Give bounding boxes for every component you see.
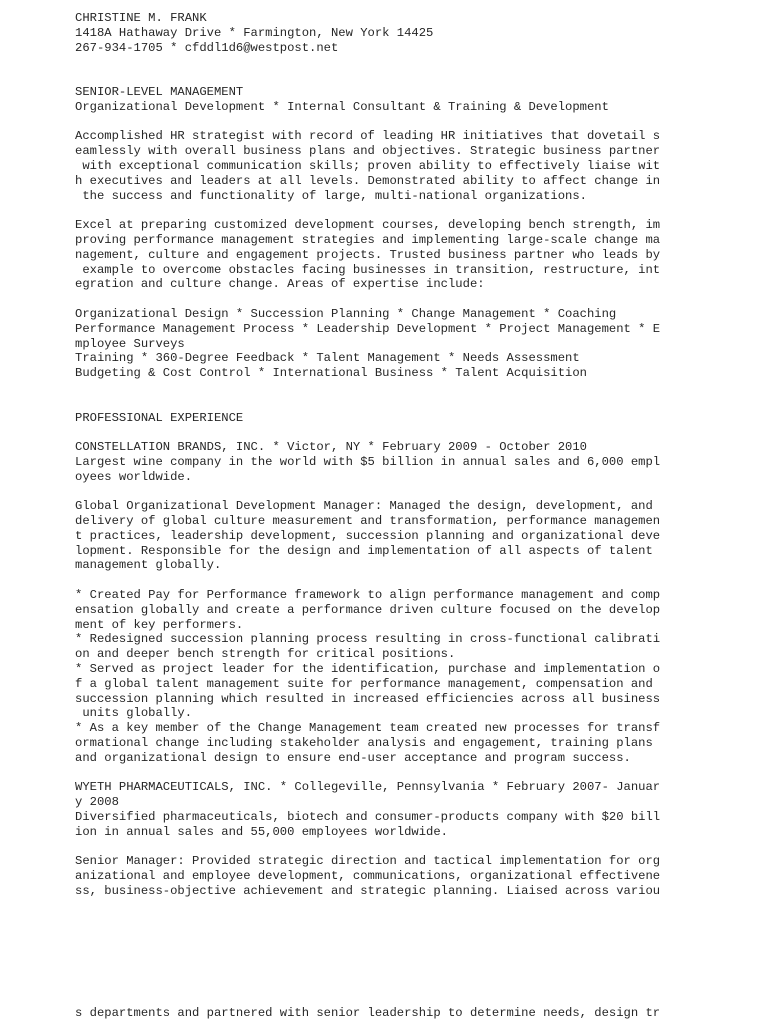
job2-company-desc: Diversified pharmaceuticals, biotech and consumer-products company with $20 bill <box>75 810 661 825</box>
job1-bullet-line: succession planning which resulted in increased efficiencies across all business <box>75 691 661 706</box>
job2-company-line: WYETH PHARMACEUTICALS, INC. * Collegeville, Pennsylvania * February 2007- Januar <box>75 780 661 795</box>
expertise-line: Training * 360-Degree Feedback * Talent Management * Needs Assessment <box>75 351 580 366</box>
candidate-contact: 267-934-1705 * cfddl1d6@westpost.net <box>75 40 339 55</box>
job2-company-desc: ion in annual sales and 55,000 employees worldwide. <box>75 824 448 839</box>
summary-paragraph-line: example to overcome obstacles facing businesses in transition, restructure, int <box>75 262 661 277</box>
job1-bullet-line: on and deeper bench strength for critical positions. <box>75 647 456 662</box>
job1-role-desc: delivery of global culture measurement and transformation, performance managemen <box>75 514 661 529</box>
expertise-line: Budgeting & Cost Control * International Business * Talent Acquisition <box>75 366 587 381</box>
summary-paragraph-line: Accomplished HR strategist with record of leading HR initiatives that dovetail s <box>75 129 661 144</box>
summary-subheading: Organizational Development * Internal Consultant & Training & Development <box>75 99 609 114</box>
resume-page <box>75 11 755 899</box>
job1-role-desc: lopment. Responsible for the design and implementation of all aspects of talent <box>75 543 653 558</box>
summary-paragraph-line: proving performance management strategies and implementing large-scale change ma <box>75 232 661 247</box>
job1-bullet-line: * Served as project leader for the identification, purchase and implementation o <box>75 662 661 677</box>
page-continued-line: s departments and partnered with senior leadership to determine needs, design tr <box>75 1006 661 1020</box>
job1-company-line: CONSTELLATION BRANDS, INC. * Victor, NY * February 2009 - October 2010 <box>75 440 587 455</box>
expertise-line: mployee Surveys <box>75 336 185 351</box>
expertise-line: Organizational Design * Succession Planning * Change Management * Coaching <box>75 306 617 321</box>
job1-bullet-line: ormational change including stakeholder analysis and engagement, training plans <box>75 736 653 751</box>
summary-paragraph-line: Excel at preparing customized development courses, developing bench strength, im <box>75 218 661 233</box>
job1-role-desc: management globally. <box>75 558 222 573</box>
job1-bullet-line: ment of key performers. <box>75 617 244 632</box>
job1-bullet-line: * Created Pay for Performance framework to align performance management and comp <box>75 588 661 603</box>
job1-bullet-line: ensation globally and create a performance driven culture focused on the develop <box>75 602 661 617</box>
job1-company-desc: Largest wine company in the world with $5 billion in annual sales and 6,000 empl <box>75 454 661 469</box>
job1-bullet-line: * As a key member of the Change Management team created new processes for transf <box>75 721 661 736</box>
summary-paragraph-line: nagement, culture and engagement projects. Trusted business partner who leads by <box>75 247 661 262</box>
job1-bullet-line: units globally. <box>75 706 193 721</box>
job1-role-desc: Global Organizational Development Manager: Managed the design, development, and <box>75 499 653 514</box>
expertise-line: Performance Management Process * Leadership Development * Project Management * E <box>75 321 661 336</box>
job1-bullet-line: and organizational design to ensure end-user acceptance and program success. <box>75 750 631 765</box>
job2-role-desc: anizational and employee development, communications, organizational effectivene <box>75 869 661 884</box>
summary-heading: SENIOR-LEVEL MANAGEMENT <box>75 84 244 99</box>
summary-paragraph-line: the success and functionality of large, multi-national organizations. <box>75 188 587 203</box>
job1-company-desc: oyees worldwide. <box>75 469 193 484</box>
summary-paragraph-line: h executives and leaders at all levels. Demonstrated ability to affect change in <box>75 173 661 188</box>
job2-role-desc: ss, business-objective achievement and strategic planning. Liaised across variou <box>75 884 661 899</box>
summary-paragraph-line: eamlessly with overall business plans and objectives. Strategic business partner <box>75 144 661 159</box>
job2-company-line: y 2008 <box>75 795 119 810</box>
candidate-name: CHRISTINE M. FRANK <box>75 11 207 25</box>
job1-bullet-line: f a global talent management suite for performance management, compensation and <box>75 676 653 691</box>
candidate-address: 1418A Hathaway Drive * Farmington, New York 14425 <box>75 25 434 40</box>
summary-paragraph-line: with exceptional communication skills; proven ability to effectively liaise wit <box>75 158 661 173</box>
job1-role-desc: t practices, leadership development, succession planning and organizational deve <box>75 528 661 543</box>
summary-paragraph-line: egration and culture change. Areas of expertise include: <box>75 277 485 292</box>
job1-bullet-line: * Redesigned succession planning process resulting in cross-functional calibrati <box>75 632 661 647</box>
job2-role-desc: Senior Manager: Provided strategic direction and tactical implementation for org <box>75 854 661 869</box>
experience-heading: PROFESSIONAL EXPERIENCE <box>75 410 244 425</box>
